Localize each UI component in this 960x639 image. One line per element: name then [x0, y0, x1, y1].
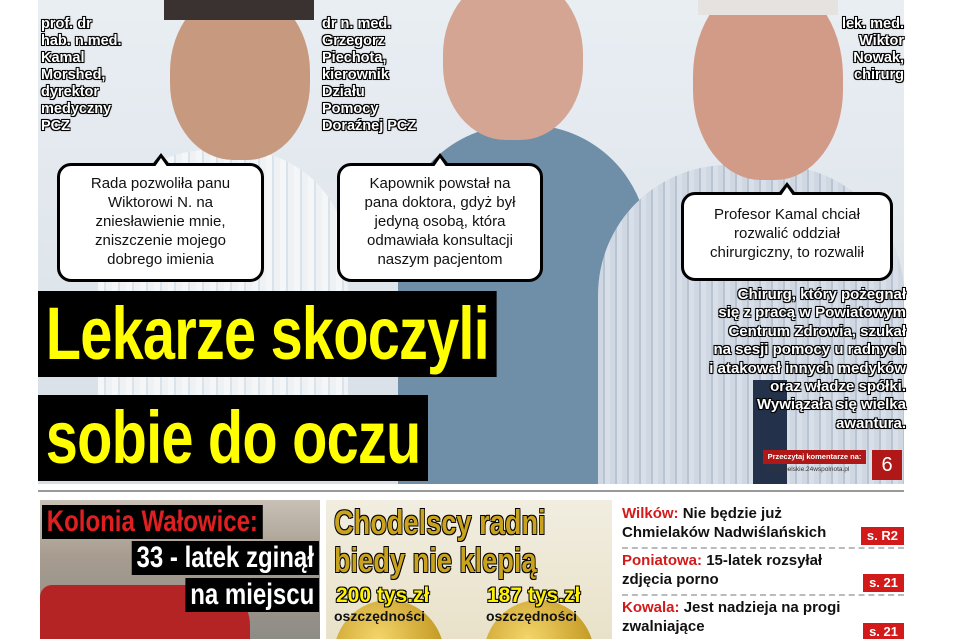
- news-list: [622, 504, 904, 639]
- quote-bubble-2: Kapownik powstał na pana doktora, gdyż był jedyną osobą, która odmawiała konsultacji naszym pacjentom: [337, 163, 543, 282]
- section-divider: [38, 490, 904, 492]
- teaser-accident-line-1[interactable]: 33 - latek zginął: [132, 541, 319, 575]
- quote-bubble-1: Rada pozwoliła panu Wiktorowi N. na zniesławienie mnie, zniszczenie mojego dobrego imienia: [57, 163, 264, 282]
- savings-label-2: oszczędności: [486, 608, 578, 624]
- teaser-accident-place[interactable]: Kolonia Wałowice:: [42, 505, 263, 539]
- teaser-accident-line-2[interactable]: na miejscu: [185, 578, 319, 612]
- news-title: 15-latek rozsyłał zdjęcia porno: [622, 552, 823, 588]
- page-number-badge: 6: [872, 450, 902, 480]
- article-lead: Chirurg, który pożegnał się z pracą w Powiatowym Centrum Zdrowia, szukał na sesji pomocy u radnych i atakował innych medyków oraz władze spółki. Wywiązała się wielka awantura.: [709, 286, 906, 432]
- news-place: Kowala:: [622, 599, 680, 616]
- headline-line-1: Lekarze skoczyli: [38, 291, 497, 377]
- savings-amount-2: 187 tys.zł: [487, 584, 581, 607]
- person-caption-3: lek. med. Wiktor Nowak, chirurg: [841, 16, 904, 83]
- list-item[interactable]: [622, 598, 904, 639]
- comments-url[interactable]: opolelubelskie.24wspolnota.pl: [763, 466, 850, 473]
- savings-label-1: oszczędności: [334, 608, 426, 624]
- list-item[interactable]: [622, 504, 904, 549]
- quote-bubble-3: Profesor Kamal chciał rozwalić oddział chirurgiczny, to rozwalił: [681, 192, 893, 281]
- headline-line-2: sobie do oczu: [38, 395, 428, 481]
- person-caption-1: prof. dr hab. n.med. Kamal Morshed, dyrektor medyczny PCZ: [41, 16, 122, 134]
- person-caption-2: dr n. med. Grzegorz Piechota, kierownik Działu Pomocy Doraźnej PCZ: [322, 16, 417, 134]
- news-title: Jest nadzieja na progi zwalniające: [622, 599, 841, 635]
- list-item[interactable]: [622, 551, 904, 596]
- teaser-councillors-title[interactable]: Chodelscy radni biedy nie klepią: [334, 504, 546, 580]
- news-page-badge: s. 21: [863, 574, 904, 592]
- comments-label: Przeczytaj komentarze na:: [763, 450, 866, 464]
- news-title: Nie będzie już Chmielaków Nadwiślańskich: [622, 505, 827, 541]
- news-place: Wilków:: [622, 505, 679, 522]
- news-place: Poniatowa:: [622, 552, 703, 569]
- news-page-badge: s. R2: [861, 527, 904, 545]
- news-page-badge: s. 21: [863, 623, 904, 639]
- savings-amount-1: 200 tys.zł: [336, 584, 430, 607]
